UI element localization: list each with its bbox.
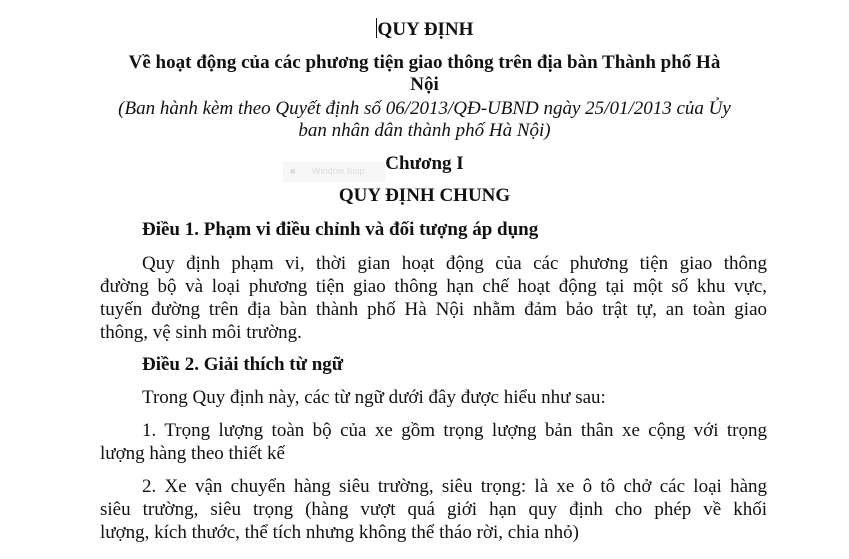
article-1-line-1: Quy định phạm vi, thời gian hoạt động của các phương tiện giao thông [142, 253, 767, 274]
article-1-line-4: thông, vệ sinh môi trường. [100, 322, 302, 343]
issuance-line-2: ban nhân dân thành phố Hà Nội) [298, 120, 551, 141]
article-1-line-3: tuyến đường trên địa bàn thành phố Hà Nội nhằm đảm bảo trật tự, an toàn giao [100, 299, 767, 320]
text-cursor [376, 18, 377, 38]
article-1-heading: Điều 1. Phạm vi điều chỉnh và đối tượng áp dụng [142, 219, 539, 240]
article-1-line-2: đường bộ và loại phương tiện giao thông hạn chế hoạt động tại một số khu vực, [100, 276, 767, 297]
article-2-item-1-line-1: 1. Trọng lượng toàn bộ của xe gồm trọng lượng bản thân xe cộng với trọng [142, 420, 767, 441]
chapter-title: QUY ĐỊNH CHUNG [338, 185, 511, 206]
subtitle-line-1: Về hoạt động của các phương tiện giao thông trên địa bàn Thành phố Hà [128, 52, 721, 73]
subtitle-line-2: Nội [410, 74, 439, 95]
article-2-item-1-line-2: lượng hàng theo thiết kế [100, 443, 285, 464]
article-2-heading: Điều 2. Giải thích từ ngữ [142, 354, 344, 375]
document-title: QUY ĐỊNH [377, 19, 474, 40]
article-2-intro: Trong Quy định này, các từ ngữ dưới đây được hiểu như sau: [142, 387, 606, 408]
document-title-line [0, 18, 849, 41]
chapter-number: Chương I [385, 153, 464, 174]
article-2-item-2-line-2: siêu trường, siêu trọng (hàng vượt quá giới hạn quy định cho phép về khối [100, 499, 767, 520]
issuance-line-1: (Ban hành kèm theo Quyết định số 06/2013/QĐ-UBND ngày 25/01/2013 của Ủy [118, 98, 731, 119]
article-2-item-2-line-1: 2. Xe vận chuyển hàng siêu trường, siêu trọng: là xe ô tô chở các loại hàng [142, 476, 767, 497]
article-2-item-2-line-3: lượng, kích thước, thể tích nhưng không thể tháo rời, chia nhỏ) [100, 522, 579, 543]
window-icon: ■ [290, 166, 296, 176]
overlay-label: Window Snip [312, 166, 365, 176]
